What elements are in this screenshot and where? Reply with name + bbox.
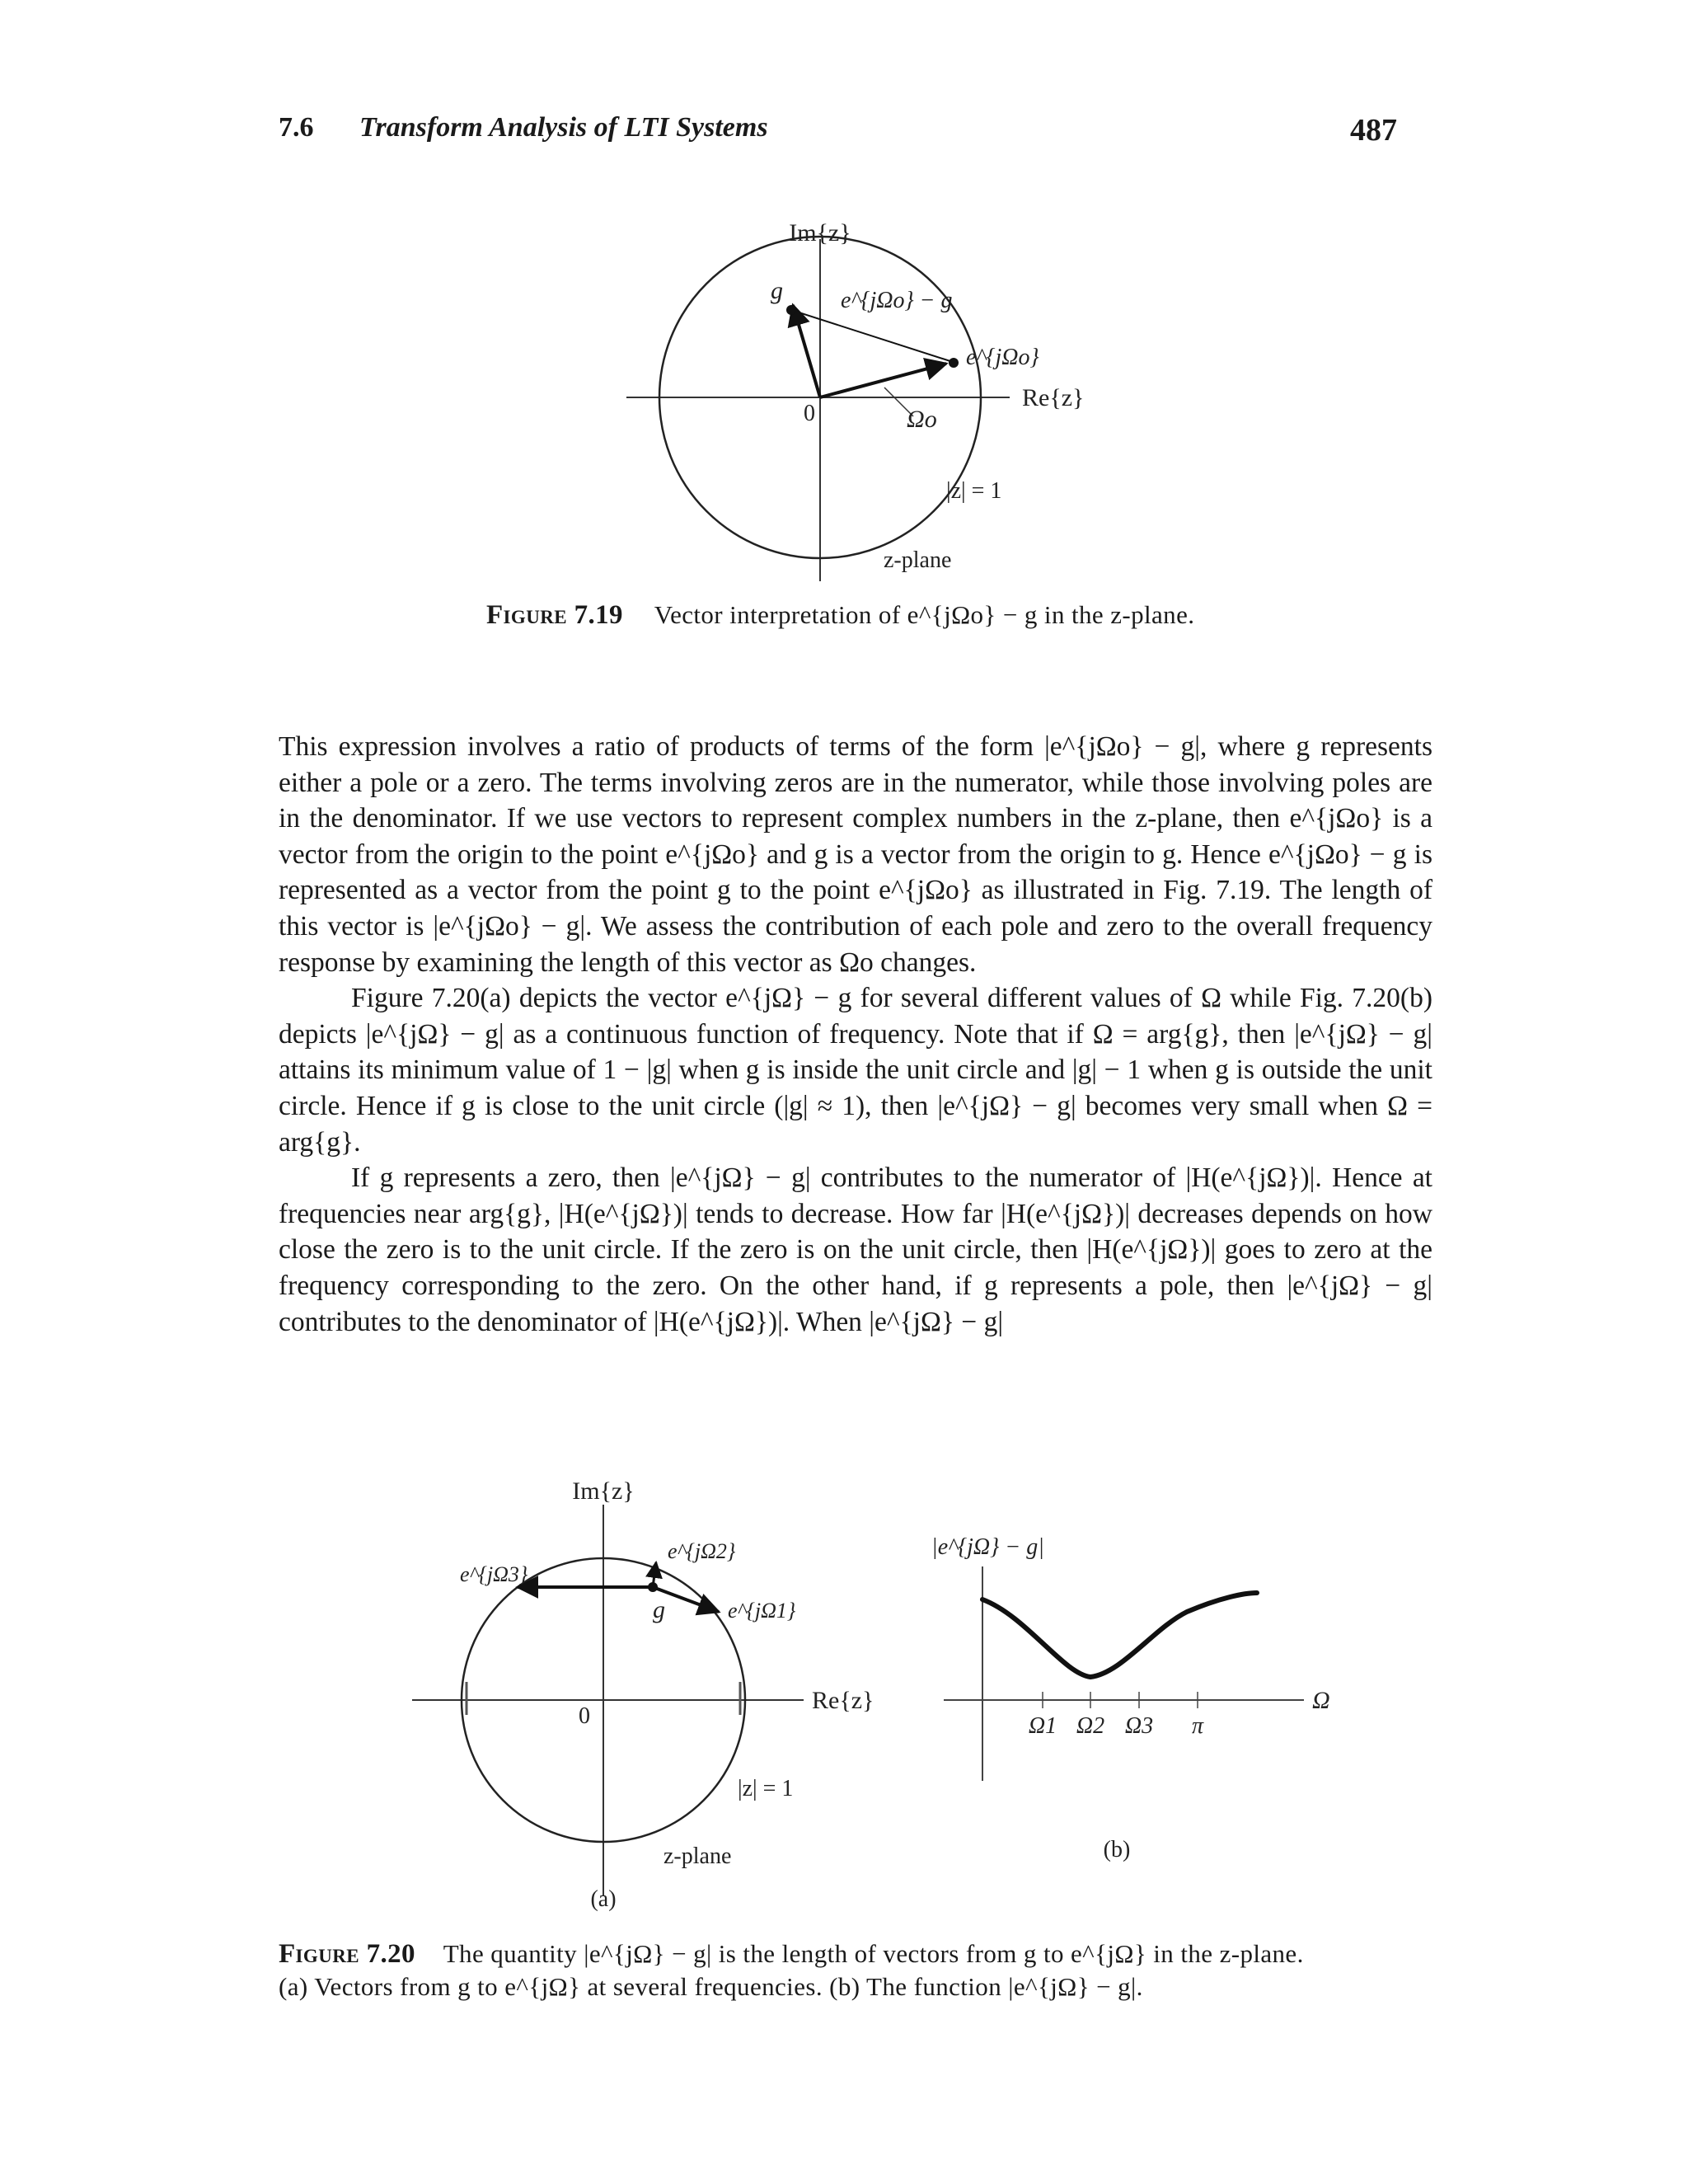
difference-vector-label: e^{jΩo} − g [841, 288, 953, 313]
figure-7-20-caption-label: Figure 7.20 [279, 1939, 415, 1969]
omega3-point-label: e^{jΩ3} [460, 1562, 528, 1586]
figure-7-20-caption-line-1 [279, 1937, 1304, 1970]
running-title: Transform Analysis of LTI Systems [359, 112, 768, 143]
y-axis-label: |e^{jΩ} − g| [931, 1534, 1044, 1560]
tick-label-omega3: Ω3 [1124, 1713, 1154, 1739]
tick-label-omega2: Ω2 [1076, 1713, 1105, 1739]
z-plane-label: z-plane [884, 547, 952, 573]
omega1-point-label: e^{jΩ1} [728, 1599, 796, 1623]
angle-label: Ωo [907, 406, 937, 433]
omega2-point-label: e^{jΩ2} [668, 1539, 736, 1563]
point-label: e^{jΩo} [966, 345, 1039, 370]
unit-circle-label: |z| = 1 [946, 478, 1002, 504]
figure-7-19-diagram [577, 173, 1154, 594]
origin-label: 0 [804, 401, 815, 426]
x-axis-label: Ω [1312, 1687, 1330, 1714]
tick-label-pi: π [1191, 1713, 1204, 1739]
point-g [648, 1582, 658, 1592]
section-number: 7.6 [279, 112, 314, 143]
paragraph-2: Figure 7.20(a) depicts the vector e^{jΩ} − g for several different values of Ω while Fig. 7.20(b) depicts |e^{jΩ} − g| as a continuous function of frequency. Note that if Ω = arg{g}, then |e^{jΩ} − g| attains its minimum value of 1 − |g| when g is inside the unit circle and |g| − 1 when g is outside the unit circle. Hence if g is close to the unit circle (|g| ≈ 1), then |e^{jΩ} − g| becomes very small when Ω = arg{g}. [279, 983, 1432, 1158]
vector-origin-to-g [793, 305, 820, 397]
panel-a-label: (a) [590, 1886, 617, 1912]
figure-7-20-caption-text-1: The quantity |e^{jΩ} − g| is the length of vectors from g to e^{jΩ} in the z-plane. [443, 1939, 1304, 1968]
re-axis-label: Re{z} [812, 1687, 874, 1714]
figure-7-20a-diagram [396, 1468, 907, 1929]
re-axis-label: Re{z} [1022, 384, 1085, 411]
figure-7-19-caption [486, 600, 1194, 631]
vector-origin-to-point [820, 364, 946, 397]
tick-label-omega1: Ω1 [1028, 1713, 1057, 1739]
point-e-j-omega-o [949, 358, 959, 368]
paragraph-3: If g represents a zero, then |e^{jΩ} − g| contributes to the numerator of |H(e^{jΩ})|. Hence at frequencies near arg{g}, |H(e^{jΩ})| tends to decrease. How far |H(e^{jΩ})| decreases depends on how close the zero is to the unit circle. If the zero is on the unit circle, then |H(e^{jΩ})| goes to zero at the frequency corresponding to the zero. On the other hand, if g represents a pole, then |e^{jΩ} − g| contributes to the denominator of |H(e^{jΩ})|. When |e^{jΩ} − g| [279, 1162, 1432, 1337]
im-axis-label: Im{z} [789, 219, 851, 247]
vector-g-to-point [791, 310, 953, 362]
g-label: g [771, 277, 783, 304]
origin-label: 0 [579, 1703, 590, 1729]
page-number: 487 [1350, 113, 1397, 148]
figure-7-20-caption [279, 1937, 1304, 2003]
im-axis-label: Im{z} [572, 1477, 635, 1505]
figure-7-20-caption-line-2: (a) Vectors from g to e^{jΩ} at several frequencies. (b) The function |e^{jΩ} − g|. [279, 1972, 1143, 2001]
figure-7-19-caption-label: Figure 7.19 [486, 600, 623, 630]
point-g [786, 305, 796, 315]
figure-7-19-caption-text: Vector interpretation of e^{jΩo} − g in the z-plane. [654, 600, 1195, 629]
body-text [279, 729, 1432, 1340]
g-label: g [653, 1596, 665, 1623]
unit-circle-label: |z| = 1 [738, 1776, 794, 1801]
figure-7-20b-plot [923, 1517, 1335, 1913]
panel-b-label: (b) [1103, 1837, 1131, 1862]
paragraph-1: This expression involves a ratio of products of terms of the form |e^{jΩo} − g|, where g represents either a pole or a zero. The terms involving zeros are in the numerator, while those involving poles are in the denominator. If we use vectors to represent complex numbers in the z-plane, then e^{jΩo} is a vector from the origin to the point e^{jΩo} and g is a vector from the origin to g. Hence e^{jΩo} − g is represented as a vector from the point g to the point e^{jΩo} as illustrated in Fig. 7.19. The length of this vector is |e^{jΩo} − g|. We assess the contribution of each pole and zero to the overall frequency response by examining the length of this vector as Ωo changes. [279, 731, 1432, 978]
magnitude-curve [982, 1593, 1257, 1677]
z-plane-label: z-plane [663, 1843, 732, 1869]
